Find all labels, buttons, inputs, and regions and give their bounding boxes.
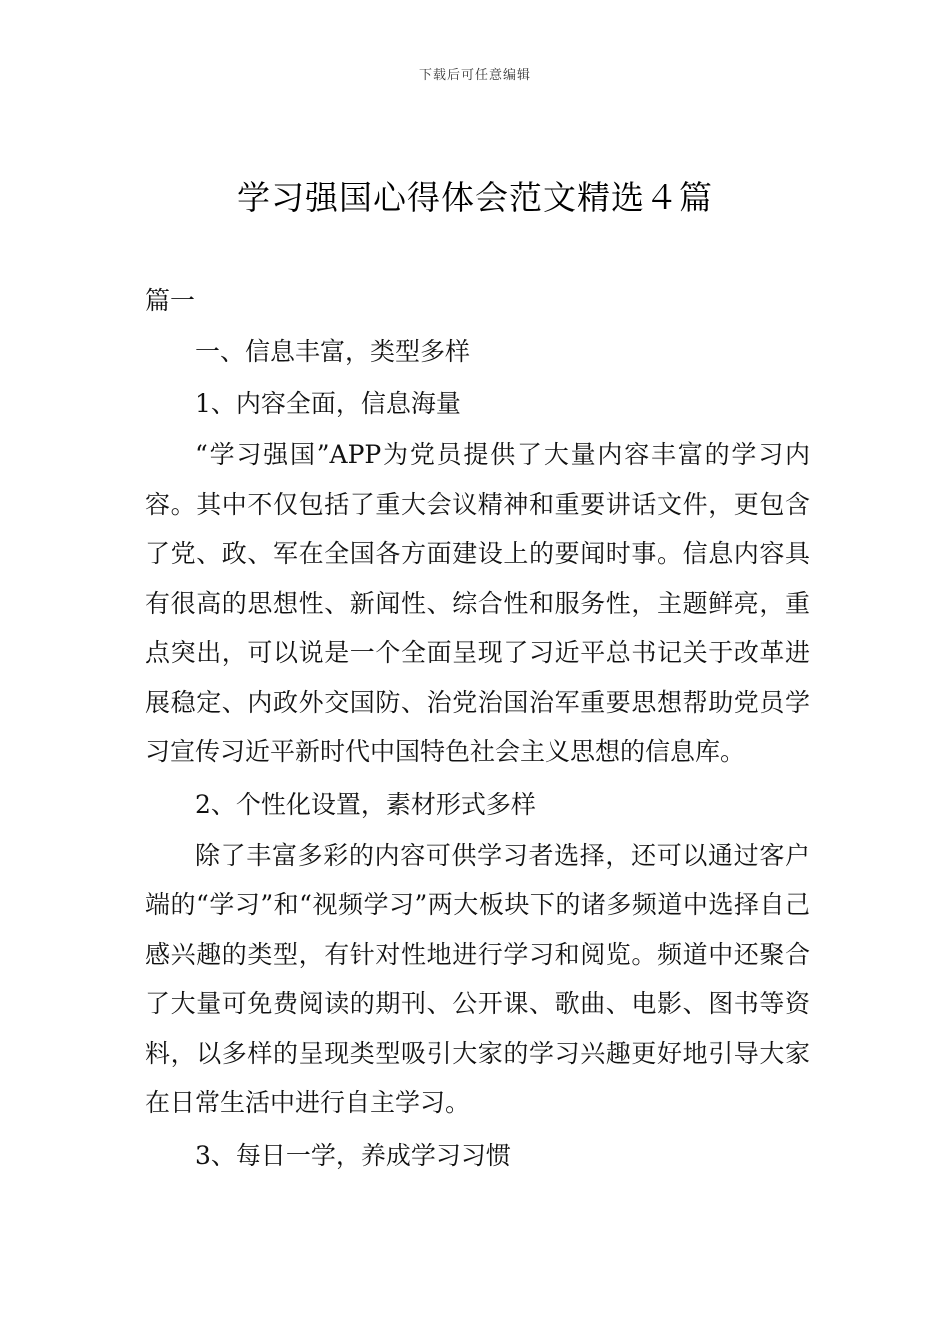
subheading-1: 1、内容全面，信息海量 <box>195 389 461 418</box>
section-heading: 一、信息丰富，类型多样 <box>195 337 471 366</box>
header-note: 下载后可任意编辑 <box>418 68 531 83</box>
section-label: 篇一 <box>145 286 196 315</box>
paragraph-2: 除了丰富多彩的内容可供学习者选择，还可以通过客户端的“学习”和“视频学习”两大板块下的诸多频道中选择自己感兴趣的类型，有针对性地进行学习和阅览。频道中还聚合了大量可免费阅读的期刊、公开课、歌曲、电影、图书等资料，以多样的呈现类型吸引大家的学习兴趣更好地引导大家在日常生活中进行自主学习。 <box>145 840 810 1117</box>
paragraph-1: “学习强国”APP为党员提供了大量内容丰富的学习内容。其中不仅包括了重大会议精神和重要讲话文件，更包含了党、政、军在全国各方面建设上的要闻时事。信息内容具有很高的思想性、新闻性、综合性和服务性，主题鲜亮，重点突出，可以说是一个全面呈现了习近平总书记关于改革进展稳定、内政外交国防、治党治国治军重要思想帮助党员学习宣传习近平新时代中国特色社会主义思想的信息库。 <box>145 440 810 766</box>
subheading-3: 3、每日一学，养成学习习惯 <box>195 1140 511 1170</box>
subheading-2: 2、个性化设置，素材形式多样 <box>195 789 536 819</box>
document-title: 学习强国心得体会范文精选４篇 <box>237 178 713 217</box>
document-body <box>145 278 810 1182</box>
